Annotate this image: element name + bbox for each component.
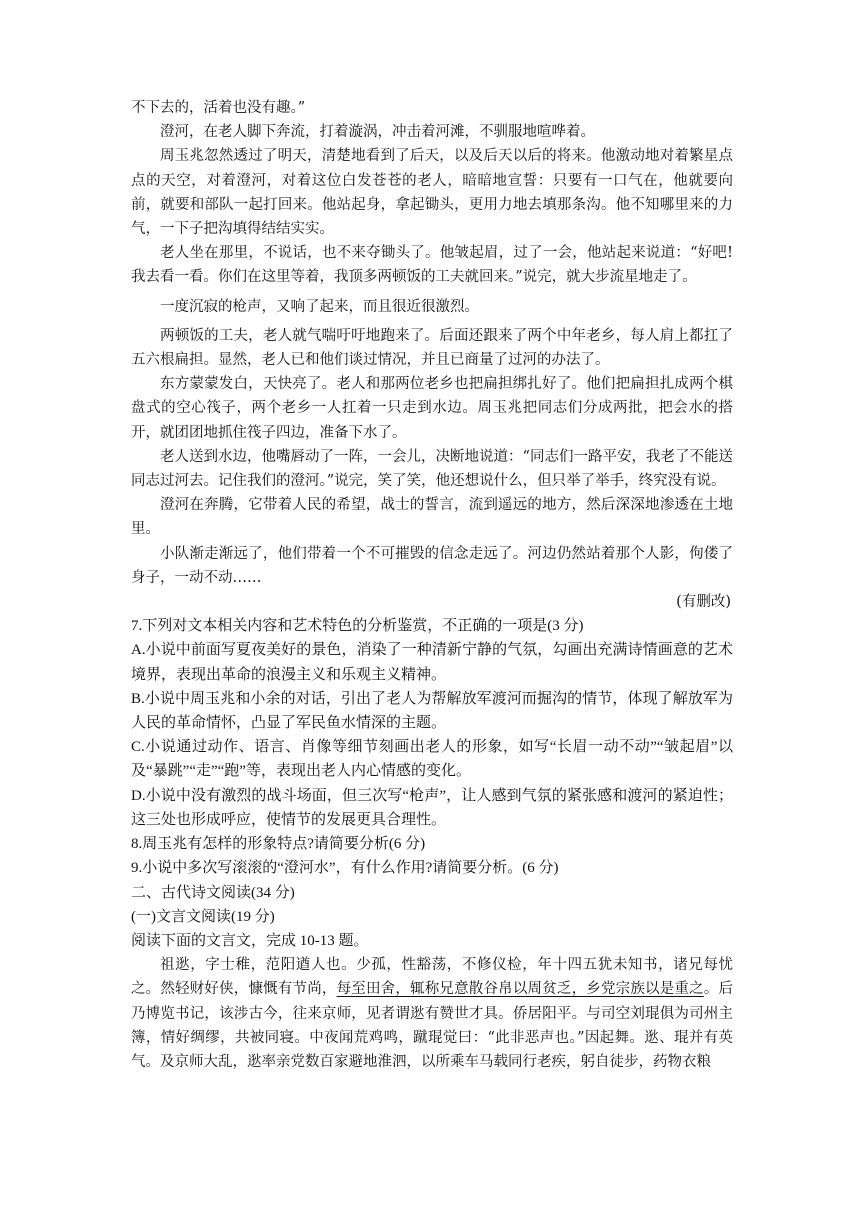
classical-passage	[131, 953, 733, 1074]
exam-page	[131, 96, 733, 1074]
story-paragraph: 东方蒙蒙发白，天快亮了。老人和那两位老乡也把扁担绑扎好了。他们把扁担扎成两个棋盘式的空心筏子，两个老乡一人扛着一只走到水边。周玉兆把同志们分成两批，把会水的搭开，就团团地抓住筏子四边，准备下水了。	[131, 376, 733, 441]
underlined-sentence: 每至田舍，辄称兄意散谷帛以周贫乏，乡党宗族以是重之	[336, 981, 704, 998]
question-stem: 7.下列对文本相关内容和艺术特色的分析鉴赏，不正确的一项是(3 分)	[131, 618, 584, 635]
story-paragraph: 小队渐走渐远了，他们带着一个不可摧毁的信念走远了。河边仍然站着那个人影，佝偻了身子，一动不动……	[131, 545, 733, 586]
question-8: 8.周玉兆有怎样的形象特点?请简要分析(6 分)	[131, 836, 426, 853]
story-paragraph: 澄河，在老人脚下奔流，打着漩涡，冲击着河滩，不驯服地喧哗着。	[160, 124, 595, 141]
question-7	[131, 614, 733, 832]
section-subtitle: (一)文言文阅读(19 分)	[131, 908, 275, 925]
question-9: 9.小说中多次写滚滚的“澄河水”，有什么作用?请简要分析。(6 分)	[131, 860, 559, 877]
story-paragraph: 澄河在奔腾，它带着人民的希望，战士的誓言，流到遥远的地方，然后深深地渗透在土地里。	[131, 497, 733, 538]
story-paragraph: 老人送到水边，他嘴唇动了一阵，一会儿，决断地说道：“同志们一路平安，我老了不能送同志过河去。记住我们的澄河。”说完，笑了笑，他还想说什么，但只举了举手，终究没有说。	[131, 448, 733, 490]
story-paragraph: 老人坐在那里，不说话，也不来夺锄头了。他皱起眉，过了一会，他站起来说道：“好吧!我去看一看。你们在这里等着，我顶多两顿饭的工夫就回来。”说完，就大步流星地走了。	[131, 245, 733, 286]
story-paragraph: 不下去的，活着也没有趣。”	[131, 100, 306, 116]
story-paragraph: 一度沉寂的枪声，又响了起来，而且很近很激烈。	[160, 298, 479, 315]
option-b: B.小说中周玉兆和小余的对话，引出了老人为帮解放军渡河而掘沟的情节，体现了解放军为人民的革命情怀，凸显了军民鱼水情深的主题。	[131, 690, 733, 732]
passage-text: 祖逖，字士稚，范阳遒人也。少孤，性豁荡，不修仪检，年十四五犹未知书，诸兄每忧之。然轻财好侠，慷慨有节尚，	[131, 957, 733, 998]
story-paragraph: 两顿饭的工夫，老人就气喘吁吁地跑来了。后面还跟来了两个中年老乡，每人肩上都扛了五六根扁担。显然，老人已和他们谈过情况，并且已商量了过河的办法了。	[131, 327, 733, 369]
section-title: 二、古代诗文阅读(34 分)	[131, 884, 295, 901]
reading-instruction: 阅读下面的文言文，完成 10-13 题。	[131, 932, 369, 949]
story-paragraph: 周玉兆忽然透过了明天，清楚地看到了后天，以及后天以后的将来。他激动地对着繁星点点的天空，对着澄河，对着这位白发苍苍的老人，暗暗地宣誓：只要有一口气在，他就要向前，就要和部队一起打回来。他站起身，拿起锄头，更用力地去填那条沟。他不知哪里来的力气，一下子把沟填得结结实实。	[131, 148, 733, 238]
option-d: D.小说中没有激烈的战斗场面，但三次写“枪声”，让人感到气氛的紧张感和渡河的紧迫性；这三处也形成呼应，使情节的发展更具合理性。	[131, 787, 733, 828]
option-a: A.小说中前面写夏夜美好的景色，消染了一种清新宁静的气氛，勾画出充满诗情画意的艺术境界，表现出革命的浪漫主义和乐观主义精神。	[131, 642, 733, 683]
option-c: C.小说通过动作、语言、肖像等细节刻画出老人的形象，如写“长眉一动不动”“皱起眉”以及“暴跳”“走”“跑”等，表现出老人内心情感的变化。	[131, 739, 733, 780]
source-note: (有删改)	[676, 594, 731, 611]
passage-text-continued: 。后乃博览书记，该涉古今，往来京师，见者谓逖有赞世才具。侨居阳平。与司空刘琨俱为司州主簿，情好绸缪，共被同寝。中夜闻荒鸡鸣，蹴琨觉曰：“此非恶声也。”因起舞。逖、琨并有英气。及京师大乱，逖率亲党数百家避地淮泗，以所乘车马载同行老疾，躬自徒步，药物衣粮	[131, 981, 733, 1070]
